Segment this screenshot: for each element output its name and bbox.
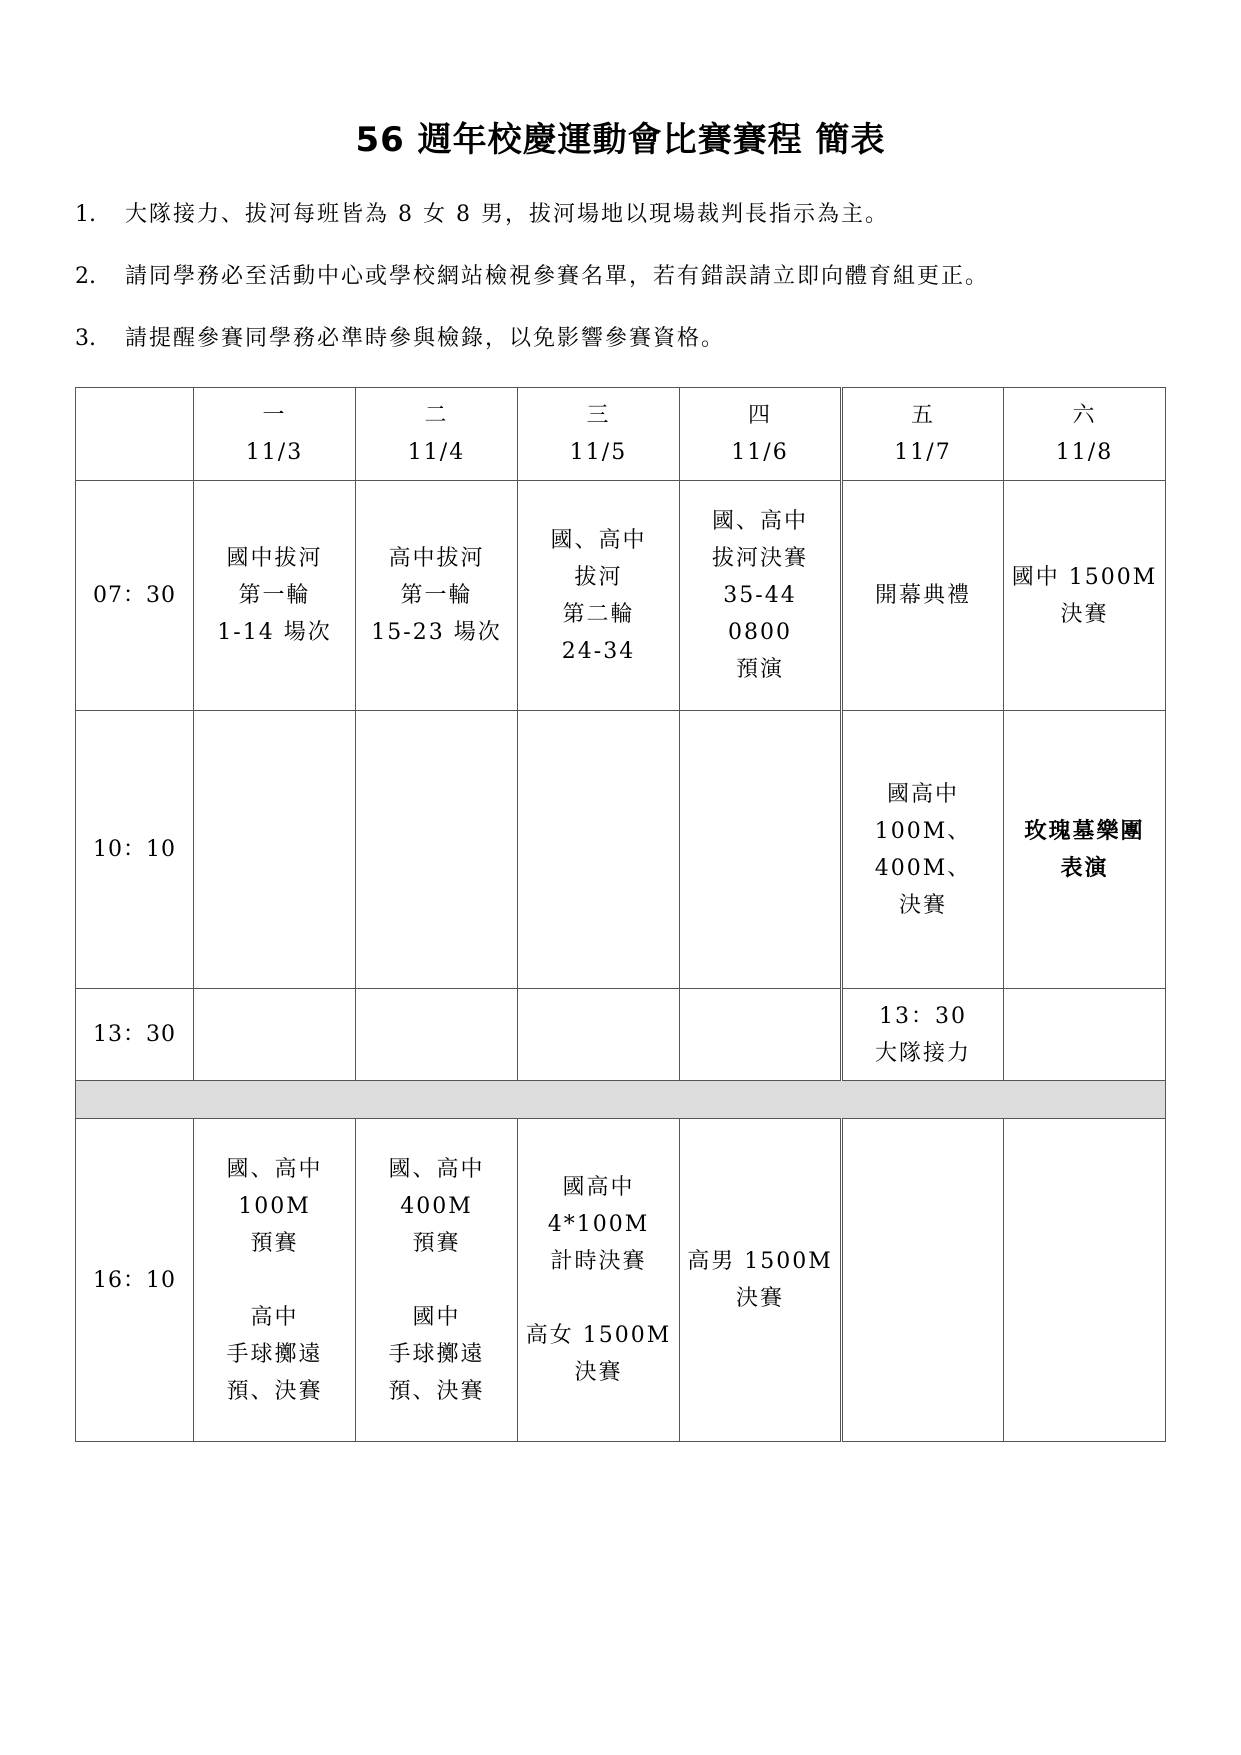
page-title: 56 週年校慶運動會比賽賽程 簡表 bbox=[355, 120, 886, 160]
event-cell-sat bbox=[1004, 1119, 1166, 1442]
event-cell-tue: 國、高中 400M 預賽 國中 手球擲遠 預、決賽 bbox=[356, 1119, 518, 1442]
event-cell-thu: 高男 1500M 決賽 bbox=[680, 1119, 842, 1442]
time-cell: 16：10 bbox=[76, 1119, 194, 1442]
note-number: 2. bbox=[75, 264, 96, 289]
day-header-mon: 一 11/3 bbox=[194, 388, 356, 481]
time-cell: 10：10 bbox=[76, 711, 194, 989]
event-cell-fri: 國高中 100M、 400M、 決賽 bbox=[842, 711, 1004, 989]
schedule-row-1330 bbox=[76, 989, 1166, 1081]
event-cell-wed bbox=[518, 989, 680, 1081]
note-number: 3. bbox=[75, 326, 96, 351]
event-cell-mon bbox=[194, 711, 356, 989]
schedule-row-1610 bbox=[76, 1119, 1166, 1442]
event-cell-thu bbox=[680, 711, 842, 989]
event-cell-mon bbox=[194, 989, 356, 1081]
schedule-table bbox=[75, 387, 1166, 1442]
event-cell-fri: 開幕典禮 bbox=[842, 481, 1004, 711]
schedule-row-0730 bbox=[76, 481, 1166, 711]
header-row bbox=[76, 388, 1166, 481]
event-cell-thu: 國、高中 拔河決賽 35-44 0800 預演 bbox=[680, 481, 842, 711]
break-cell bbox=[76, 1081, 1166, 1119]
note-number: 1. bbox=[75, 202, 96, 227]
break-row bbox=[76, 1081, 1166, 1119]
event-cell-wed: 國高中 4*100M 計時決賽 高女 1500M 決賽 bbox=[518, 1119, 680, 1442]
note-text: 請提醒參賽同學務必準時參與檢錄，以免影響參賽資格。 bbox=[125, 326, 726, 351]
event-cell-sat: 國中 1500M 決賽 bbox=[1004, 481, 1166, 711]
notes-list bbox=[75, 202, 989, 388]
time-cell: 07：30 bbox=[76, 481, 194, 711]
corner-cell bbox=[76, 388, 194, 481]
note-item bbox=[75, 264, 989, 326]
note-text: 大隊接力、拔河每班皆為 8 女 8 男，拔河場地以現場裁判長指示為主。 bbox=[125, 202, 889, 227]
event-cell-fri bbox=[842, 1119, 1004, 1442]
event-cell-tue bbox=[356, 989, 518, 1081]
day-header-thu: 四 11/6 bbox=[680, 388, 842, 481]
event-cell-fri: 13：30 大隊接力 bbox=[842, 989, 1004, 1081]
note-text: 請同學務必至活動中心或學校網站檢視參賽名單，若有錯誤請立即向體育組更正。 bbox=[125, 264, 990, 289]
note-item bbox=[75, 202, 989, 264]
day-header-wed: 三 11/5 bbox=[518, 388, 680, 481]
event-cell-mon: 國中拔河 第一輪 1-14 場次 bbox=[194, 481, 356, 711]
event-cell-thu bbox=[680, 989, 842, 1081]
event-cell-sat bbox=[1004, 989, 1166, 1081]
day-header-tue: 二 11/4 bbox=[356, 388, 518, 481]
time-cell: 13：30 bbox=[76, 989, 194, 1081]
note-item bbox=[75, 326, 989, 388]
schedule-row-1010 bbox=[76, 711, 1166, 989]
day-header-fri: 五 11/7 bbox=[842, 388, 1004, 481]
event-cell-wed: 國、高中 拔河 第二輪 24-34 bbox=[518, 481, 680, 711]
day-header-sat: 六 11/8 bbox=[1004, 388, 1166, 481]
event-cell-tue: 高中拔河 第一輪 15-23 場次 bbox=[356, 481, 518, 711]
event-cell-mon: 國、高中 100M 預賽 高中 手球擲遠 預、決賽 bbox=[194, 1119, 356, 1442]
event-cell-sat: 玫瑰墓樂團 表演 bbox=[1004, 711, 1166, 989]
event-cell-tue bbox=[356, 711, 518, 989]
event-cell-wed bbox=[518, 711, 680, 989]
